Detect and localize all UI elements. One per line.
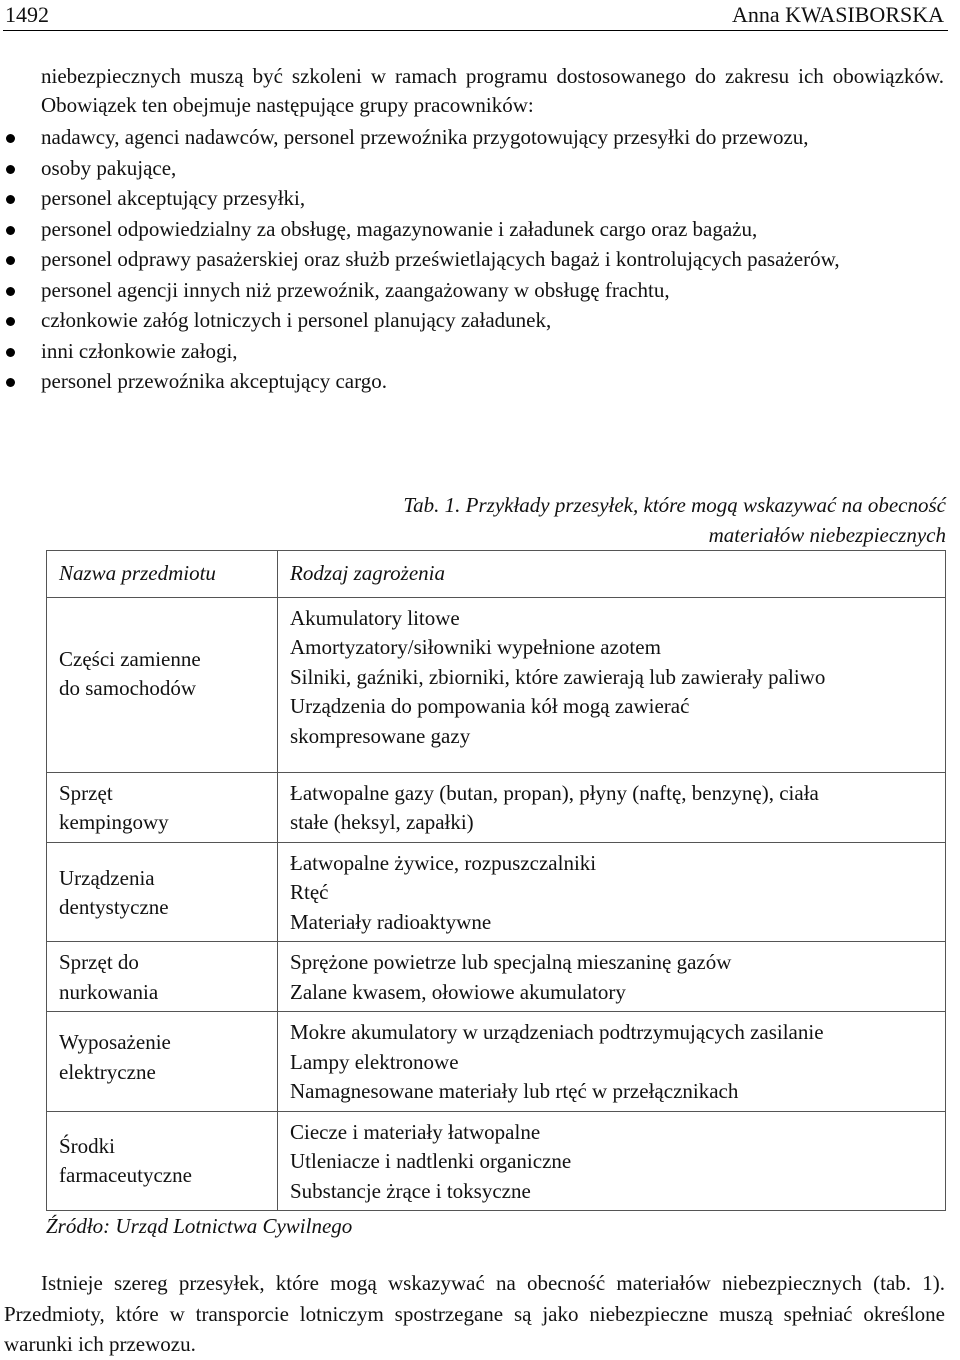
list-item [0, 336, 945, 367]
list-item [0, 305, 945, 336]
hazard-line: Akumulatory litowe [290, 605, 460, 630]
item-cell [47, 772, 278, 842]
item-line: Części zamienne [59, 646, 201, 671]
running-head-author: Anna KWASIBORSKA [731, 2, 944, 27]
item-cell [47, 842, 278, 942]
hazard-line: Substancje żrące i toksyczne [290, 1178, 531, 1203]
hazard-line: Łatwopalne gazy (butan, propan), płyny (naftę, benzynę), ciała [290, 780, 819, 805]
list-item [0, 275, 945, 306]
item-line: Sprzęt do [59, 950, 139, 974]
list-item [0, 183, 945, 214]
hazard-line: Zalane kwasem, ołowiowe akumulatory [290, 979, 626, 1004]
table-caption-line: Tab. 1. Przykłady przesyłek, które mogą wskazywać na obecność [403, 493, 946, 517]
worker-groups-list [0, 122, 945, 397]
bullet-icon [6, 317, 15, 326]
table-row [47, 772, 946, 842]
intro-paragraph: niebezpiecznych muszą być szkoleni w ramach programu dostosowanego do zakresu ich obowiązków. Obowiązek ten obejmuje następujące grupy pracowników: [41, 64, 944, 117]
list-item-text: personel przewoźnika akceptujący cargo. [41, 369, 387, 393]
hazard-line: Namagnesowane materiały lub rtęć w przełącznikach [290, 1079, 739, 1103]
hazard-line: Sprężone powietrze lub specjalną mieszaninę gazów [290, 950, 732, 974]
hazard-cell [278, 942, 946, 1012]
hazard-line: Silniki, gaźniki, zbiorniki, które zawierają lub zawierały paliwo [290, 664, 826, 689]
table-caption-line: materiałów niebezpiecznych [708, 523, 946, 547]
hazard-line: Urządzenia do pompowania kół mogą zawierać [290, 694, 690, 718]
hazard-line: skompresowane gazy [290, 723, 471, 748]
item-cell [47, 597, 278, 772]
list-item-text: członkowie załóg lotniczych i personel planujący załadunek, [41, 308, 552, 332]
table-header-row [47, 551, 946, 598]
hazard-line: stałe (heksyl, zapałki) [290, 810, 474, 834]
table-row [47, 1111, 946, 1211]
hazard-cell [278, 1111, 946, 1211]
table-row [47, 1012, 946, 1112]
item-line: nurkowania [59, 979, 159, 1004]
item-line: kempingowy [59, 810, 169, 834]
item-line: dentystyczne [59, 895, 169, 919]
bullet-icon [6, 378, 15, 387]
column-header-hazard: Rodzaj zagrożenia [278, 551, 946, 598]
list-item-text: inni członkowie załogi, [41, 338, 238, 363]
page-number: 1492 [5, 2, 49, 27]
bullet-icon [6, 287, 15, 296]
list-item-text: personel agencji innych niż przewoźnik, zaangażowany w obsługę frachtu, [41, 277, 670, 302]
item-line: Sprzęt [59, 780, 113, 805]
list-item-text: osoby pakujące, [41, 155, 177, 180]
bullet-icon [6, 165, 15, 174]
hazard-line: Ciecze i materiały łatwopalne [290, 1119, 541, 1144]
hazard-line: Lampy elektronowe [290, 1049, 459, 1074]
hazard-cell [278, 597, 946, 772]
list-item-text: nadawcy, agenci nadawców, personel przewoźnika przygotowujący przesyłki do przewozu, [41, 125, 809, 149]
bullet-icon [6, 226, 15, 235]
hazard-line: Łatwopalne żywice, rozpuszczalniki [290, 850, 597, 875]
hazard-cell [278, 772, 946, 842]
hazard-cell [278, 842, 946, 942]
list-item-text: personel akceptujący przesyłki, [41, 186, 306, 210]
hazard-line: Rtęć [290, 880, 329, 904]
item-cell [47, 942, 278, 1012]
list-item [0, 366, 945, 397]
hazard-examples-table [46, 550, 946, 1211]
item-line: Środki [59, 1133, 116, 1158]
table-row [47, 842, 946, 942]
list-item [0, 214, 945, 245]
hazard-line: Amortyzatory/siłowniki wypełnione azotem [290, 635, 661, 659]
page-header [3, 0, 948, 31]
table-row [47, 597, 946, 772]
hazard-line: Utleniacze i nadtlenki organiczne [290, 1149, 572, 1173]
table-caption [270, 490, 946, 550]
list-item-text: personel odprawy pasażerskiej oraz służb prześwietlających bagaż i kontrolujących pasażerów, [41, 247, 840, 271]
item-cell [47, 1111, 278, 1211]
hazard-line: Materiały radioaktywne [290, 909, 492, 934]
item-line: Wyposażenie [59, 1030, 171, 1054]
item-line: Urządzenia [59, 865, 155, 890]
list-item [0, 153, 945, 184]
item-cell [47, 1012, 278, 1112]
table-row [47, 942, 946, 1012]
item-line: elektryczne [59, 1059, 156, 1084]
item-line: farmaceutyczne [59, 1163, 192, 1187]
list-item [0, 122, 945, 153]
closing-paragraph: Istnieje szereg przesyłek, które mogą wskazywać na obecność materiałów niebezpiecznych (tab. 1). Przedmioty, które w transporcie lotniczym spostrzegane są jako niebezpieczne muszą spełniać określone warunki ich przewozu. [4, 1271, 945, 1356]
column-header-item: Nazwa przedmiotu [47, 551, 278, 598]
bullet-icon [6, 256, 15, 265]
bullet-icon [6, 348, 15, 357]
item-line: do samochodów [59, 676, 197, 700]
bullet-icon [6, 134, 15, 143]
hazard-line: Mokre akumulatory w urządzeniach podtrzymujących zasilanie [290, 1020, 824, 1044]
list-item-text: personel odpowiedzialny za obsługę, magazynowanie i załadunek cargo oraz bagażu, [41, 216, 758, 241]
bullet-icon [6, 195, 15, 204]
list-item [0, 244, 945, 275]
hazard-cell [278, 1012, 946, 1112]
table-source-note: Źródło: Urząd Lotnictwa Cywilnego [46, 1214, 353, 1238]
